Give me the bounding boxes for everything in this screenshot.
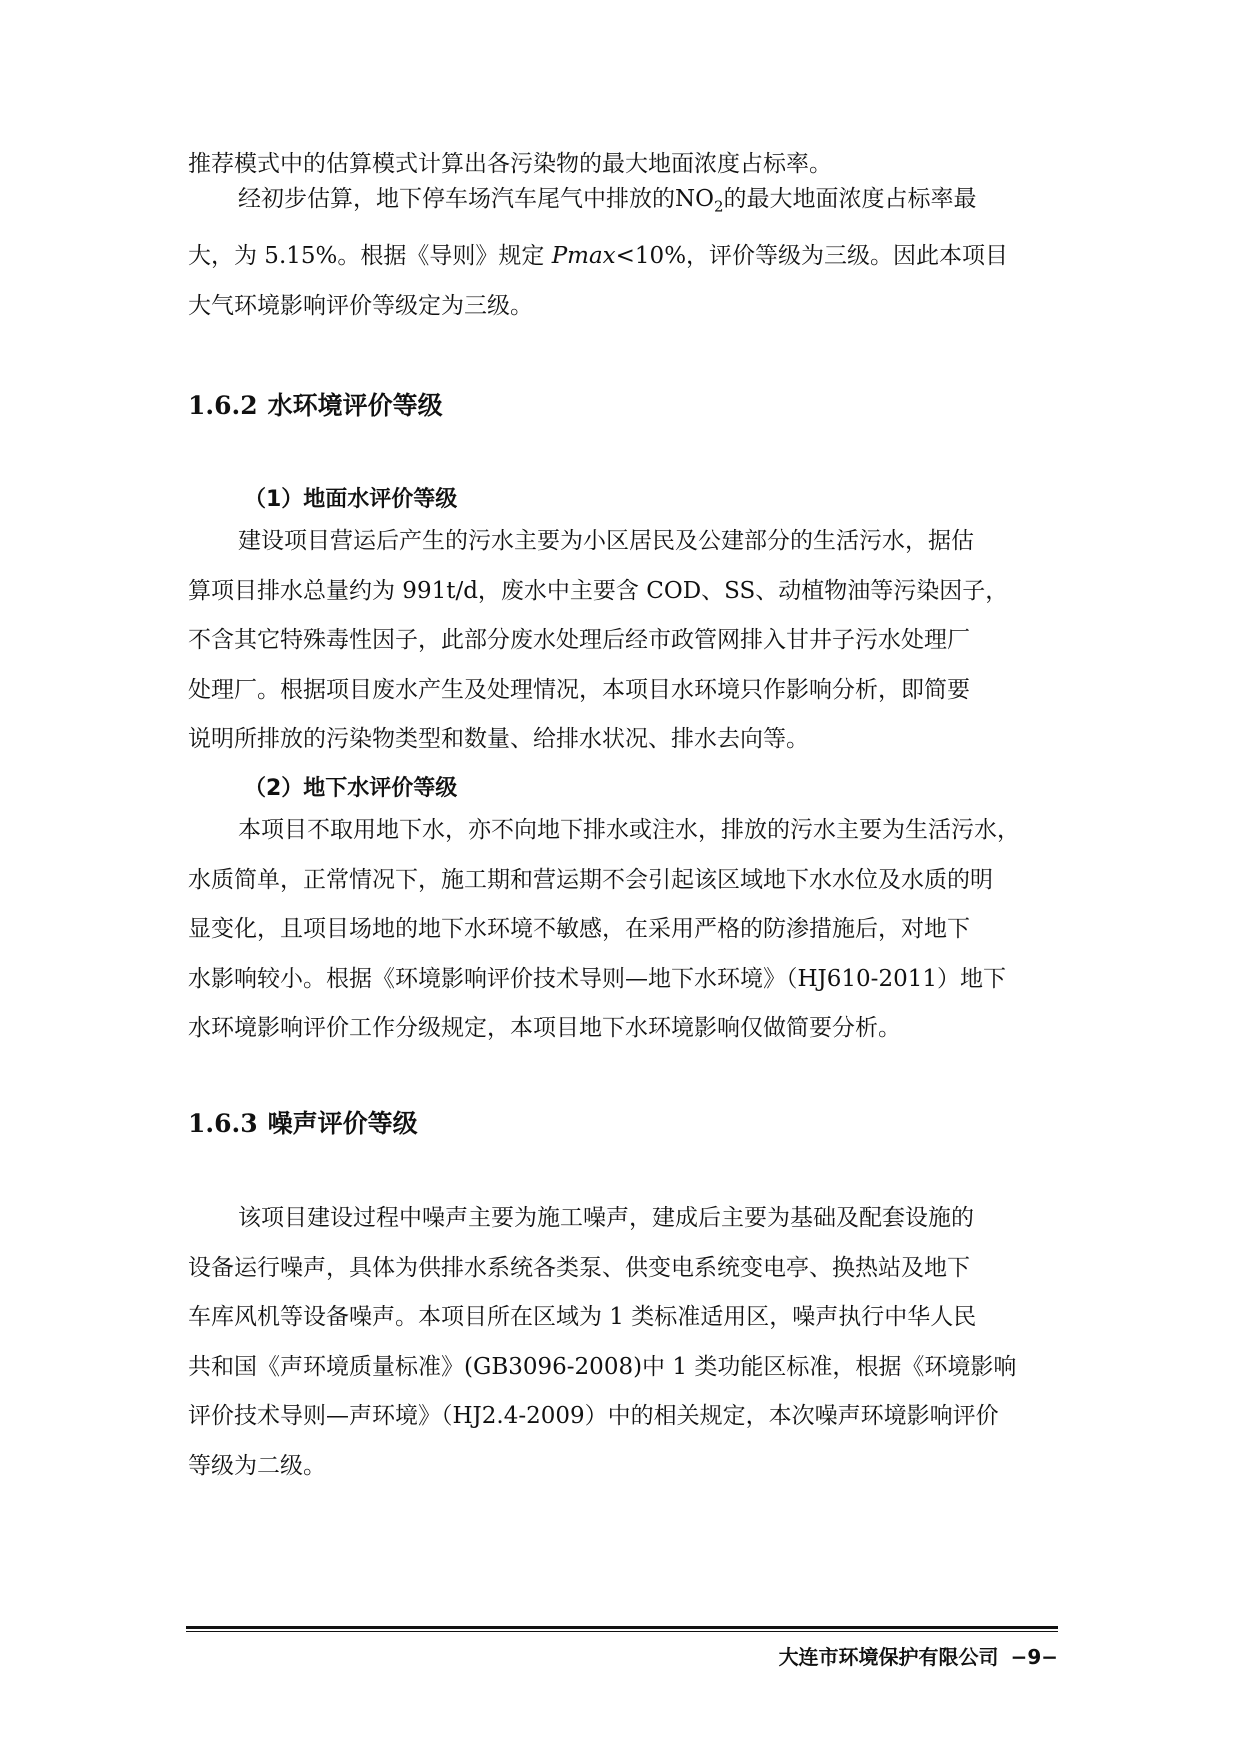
section-title: 噪声评价等级 <box>267 1109 418 1138</box>
text-fragment: 的最大地面浓度占标率最 <box>723 186 977 212</box>
page-number: −9− <box>1010 1645 1058 1669</box>
text-line: 算项目排水总量约为 991t/d，废水中主要含 COD、SS、动植物油等污染因子， <box>188 577 1009 604</box>
text-line <box>188 232 1058 282</box>
section-number: 1.6.2 <box>188 391 258 420</box>
paragraph-groundwater <box>188 806 1058 1054</box>
text-line: 设备运行噪声，具体为供排水系统各类泵、供变电系统变电亭、换热站及地下 <box>188 1254 970 1281</box>
footer-rule-thin <box>186 1631 1058 1632</box>
paragraph-noise <box>188 1194 1058 1492</box>
paragraph-surface-water <box>188 517 1058 765</box>
subscript-2: 2 <box>713 197 724 216</box>
text-line: 共和国《声环境质量标准》(GB3096-2008)中 1 类功能区标准，根据《环境影响 <box>188 1353 1017 1380</box>
text-line: 车库风机等设备噪声。本项目所在区域为 1 类标准适用区，噪声执行中华人民 <box>188 1304 977 1331</box>
footer-rule-thick <box>186 1626 1058 1629</box>
page-footer <box>779 1641 1058 1670</box>
section-heading-1-6-3 <box>188 1104 418 1140</box>
text-line: 大气环境影响评价等级定为三级。 <box>188 292 533 319</box>
text-line: 说明所排放的污染物类型和数量、给排水状况、排水去向等。 <box>188 726 809 753</box>
subsection-heading-groundwater: （2）地下水评价等级 <box>244 776 458 801</box>
subsection-heading-surface-water: （1）地面水评价等级 <box>244 487 458 512</box>
text-line: 本项目不取用地下水，亦不向地下排水或注水，排放的污水主要为生活污水， <box>238 817 1020 843</box>
text-fragment: 经初步估算，地下停车场汽车尾气中排放的NO <box>238 186 714 212</box>
text-line: 处理厂。根据项目废水产生及处理情况，本项目水环境只作影响分析，即简要 <box>188 676 970 703</box>
text-line: 显变化，且项目场地的地下水环境不敏感，在采用严格的防渗措施后，对地下 <box>188 916 970 943</box>
text-fragment: <10%，评价等级为三级。因此本项目 <box>615 243 1009 270</box>
text-line: 建设项目营运后产生的污水主要为小区居民及公建部分的生活污水，据估 <box>238 528 974 554</box>
text-fragment: 大，为 5.15%。根据《导则》规定 <box>188 243 552 270</box>
text-line <box>188 175 1058 232</box>
text-line: 不含其它特殊毒性因子，此部分废水处理后经市政管网排入甘井子污水处理厂 <box>188 627 970 654</box>
text-line: 该项目建设过程中噪声主要为施工噪声，建成后主要为基础及配套设施的 <box>238 1205 974 1231</box>
text-line: 评价技术导则—声环境》（HJ2.4-2009）中的相关规定，本次噪声环境影响评价 <box>188 1403 999 1430</box>
text-line: 水质简单，正常情况下，施工期和营运期不会引起该区域地下水水位及水质的明 <box>188 866 993 893</box>
section-heading-1-6-2 <box>188 386 443 422</box>
text-line: 水影响较小。根据《环境影响评价技术导则—地下水环境》（HJ610-2011）地下 <box>188 965 1006 992</box>
paragraph-air-estimate <box>188 175 1058 331</box>
text-line: 等级为二级。 <box>188 1452 326 1479</box>
text-line: 水环境影响评价工作分级规定，本项目地下水环境影响仅做简要分析。 <box>188 1015 901 1042</box>
footer-company: 大连市环境保护有限公司 <box>778 1645 999 1669</box>
text-line: 推荐模式中的估算模式计算出各污染物的最大地面浓度占标率。 <box>188 151 832 177</box>
pmax-symbol: Pmax <box>551 243 616 270</box>
section-number: 1.6.3 <box>188 1109 258 1138</box>
section-title: 水环境评价等级 <box>267 391 443 420</box>
